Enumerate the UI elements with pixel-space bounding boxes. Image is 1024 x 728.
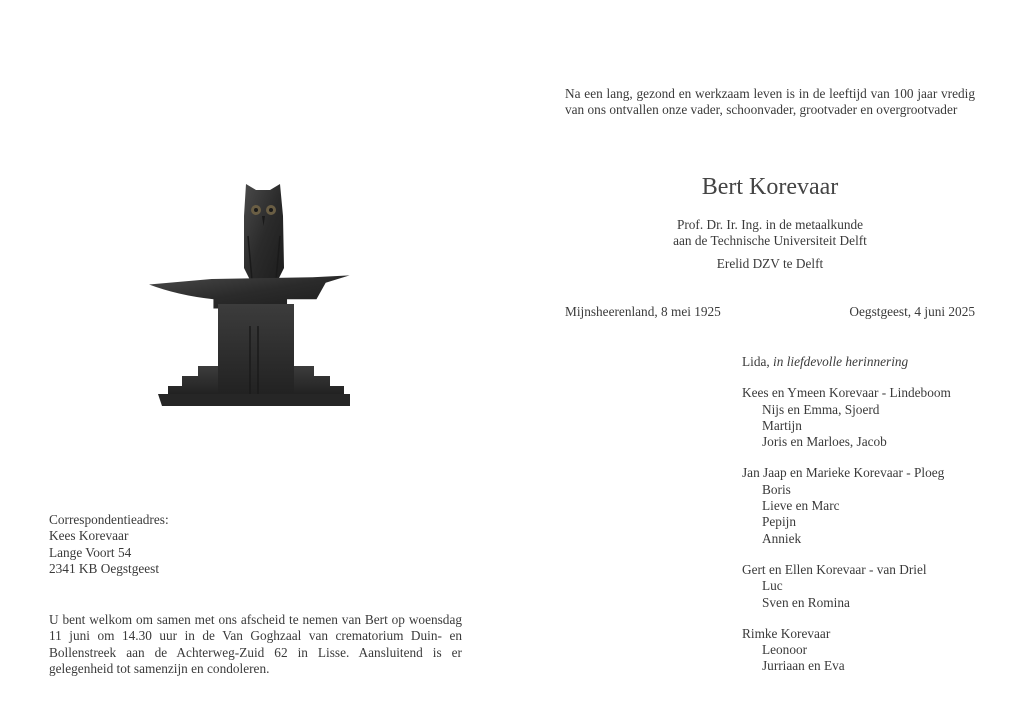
family-head: Gert en Ellen Korevaar - van Driel <box>742 561 927 577</box>
title-line-2: aan de Technische Universiteit Delft <box>673 233 867 249</box>
family-group <box>742 626 1002 675</box>
intro-text: Na een lang, gezond en werkzaam leven is in de leeftijd van 100 jaar vredig van ons ontvallen onze vader, schoonvader, grootvader en overgrootvader <box>565 86 975 118</box>
correspondence-city: 2341 KB Oegstgeest <box>49 560 160 576</box>
family-group <box>742 562 1002 611</box>
family-member: Nijs en Emma, Sjoerd <box>762 401 880 417</box>
owl-anvil-sculpture-image <box>138 176 350 416</box>
family-group-lida <box>742 354 1002 370</box>
family-member: Anniek <box>762 530 802 546</box>
family-member: Pepijn <box>762 514 796 530</box>
family-head: Rimke Korevaar <box>742 625 831 641</box>
family-head: Kees en Ymeen Korevaar - Lindeboom <box>742 385 951 401</box>
family-member: Boris <box>762 481 791 497</box>
family-group <box>742 385 1002 450</box>
family-member: Lieve en Marc <box>762 498 840 514</box>
lida-note: in liefdevolle herinnering <box>773 354 909 369</box>
academic-title <box>565 217 975 250</box>
family-member: Joris en Marloes, Jacob <box>762 434 887 450</box>
lida-name: Lida, <box>742 354 770 369</box>
honorary-membership: Erelid DZV te Delft <box>716 256 824 271</box>
death-place-date: Oegstgeest, 4 juni 2025 <box>849 304 975 319</box>
family-member: Sven en Romina <box>762 594 850 610</box>
family-member: Leonoor <box>762 642 808 658</box>
farewell-invitation: U bent welkom om samen met ons afscheid te nemen van Bert op woensdag 11 juni om 14.30 uur in de Van Goghzaal van crematorium Duin- en Bollenstreek aan de Achterweg-Zuid 62 in Lisse. Aansluitend is er gelegenheid tot samenzijn en condoleren. <box>49 612 462 676</box>
family-member: Luc <box>762 578 783 594</box>
family-group <box>742 465 1002 546</box>
family-member: Jurriaan en Eva <box>762 658 845 674</box>
family-member: Martijn <box>762 417 802 433</box>
birth-place-date: Mijnsheerenland, 8 mei 1925 <box>565 304 721 319</box>
correspondence-address <box>49 512 449 577</box>
family-head: Jan Jaap en Marieke Korevaar - Ploeg <box>742 465 945 481</box>
correspondence-street: Lange Voort 54 <box>49 544 132 560</box>
deceased-name: Bert Korevaar <box>701 174 839 200</box>
correspondence-name: Kees Korevaar <box>49 528 129 544</box>
family-list <box>742 354 1002 690</box>
correspondence-label: Correspondentieadres: <box>49 512 169 527</box>
title-line-1: Prof. Dr. Ir. Ing. in de metaalkunde <box>676 217 864 232</box>
